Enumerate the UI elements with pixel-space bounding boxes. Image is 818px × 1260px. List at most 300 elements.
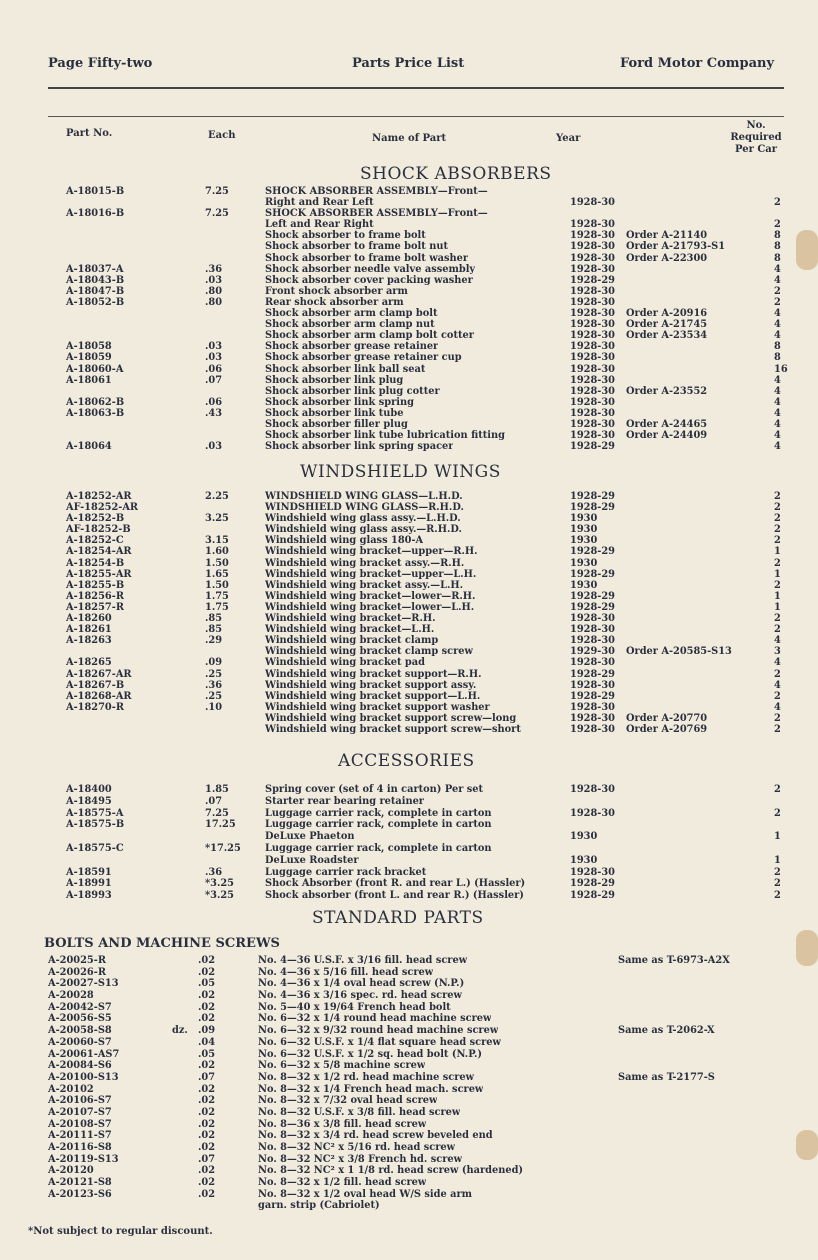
- part-name: Windshield wing bracket—upper—L.H.: [265, 568, 477, 580]
- year: 1928-30: [570, 330, 615, 342]
- part-number: A-18061: [66, 374, 112, 386]
- part-number: AF-18252-B: [66, 524, 131, 536]
- quantity-per-car: 2: [774, 579, 781, 591]
- shock-absorber-rows: [0, 186, 818, 452]
- part-name: WINDSHIELD WING GLASS—R.H.D.: [265, 502, 464, 514]
- price: .02: [198, 1106, 216, 1118]
- part-name: Luggage carrier rack, complete in carton: [265, 807, 492, 819]
- table-row: [0, 967, 818, 979]
- table-row: [0, 591, 818, 602]
- part-number: A-20042-S7: [48, 1001, 112, 1013]
- price: 7.25: [205, 186, 229, 197]
- table-row: [0, 646, 818, 657]
- price: .02: [198, 1095, 216, 1107]
- part-name: Shock absorber to frame bolt nut: [265, 241, 448, 253]
- price: 7.25: [205, 208, 229, 220]
- table-row: [0, 558, 818, 569]
- part-number: A-18047-B: [66, 285, 125, 297]
- table-row: [0, 855, 818, 867]
- part-number: A-18591: [66, 866, 112, 878]
- table-row: [0, 219, 818, 230]
- year: 1928-30: [570, 319, 615, 331]
- price: 1.65: [205, 568, 229, 580]
- part-name: Rear shock absorber arm: [265, 296, 404, 308]
- quantity-per-car: 2: [774, 285, 781, 297]
- document-title: Parts Price List: [352, 56, 465, 71]
- part-number: A-20084-S6: [48, 1060, 112, 1072]
- year: 1928-29: [570, 441, 615, 453]
- part-name: No. 6—32 x 9/32 round head machine screw: [258, 1025, 499, 1037]
- order-reference: Order A-23552: [626, 385, 708, 397]
- table-row: [0, 569, 818, 580]
- part-number: A-20100-S13: [48, 1071, 119, 1083]
- table-row: [0, 408, 818, 419]
- windshield-wing-rows: [0, 491, 818, 735]
- quantity-per-car: 16: [774, 363, 788, 375]
- quantity-per-car: 8: [774, 252, 781, 264]
- part-name: No. 8—32 x 1/2 oval head W/S side arm: [258, 1188, 473, 1200]
- table-row: [0, 419, 818, 430]
- table-row: [0, 1037, 818, 1049]
- year: 1928-29: [570, 890, 615, 902]
- price: .07: [205, 374, 223, 386]
- part-number: A-20116-S8: [48, 1142, 112, 1153]
- part-name: DeLuxe Phaeton: [265, 831, 355, 843]
- quantity-per-car: 2: [774, 668, 781, 680]
- price: .09: [205, 657, 223, 669]
- part-number: A-18059: [66, 352, 112, 364]
- part-name: No. 8—36 x 3/8 fill. head screw: [258, 1118, 427, 1130]
- col-required: No. Required Per Car: [730, 120, 782, 155]
- part-name: Shock absorber link spring: [265, 396, 414, 408]
- part-name: No. 8—32 U.S.F. x 3/8 fill. head screw: [258, 1106, 461, 1118]
- table-row: [0, 441, 818, 452]
- quantity-per-car: 4: [774, 274, 781, 286]
- part-number: A-20121-S8: [48, 1177, 112, 1189]
- quantity-per-car: 2: [774, 784, 781, 795]
- part-number: A-18252-C: [66, 535, 124, 547]
- year: 1930: [570, 513, 598, 525]
- price: .43: [205, 407, 223, 419]
- price: .02: [198, 966, 216, 978]
- table-row: [0, 1013, 818, 1025]
- price: .03: [205, 352, 223, 364]
- part-number: AF-18252-AR: [66, 502, 139, 514]
- part-name: Shock absorber grease retainer cup: [265, 352, 462, 364]
- quantity-per-car: 2: [774, 613, 781, 625]
- table-row: [0, 691, 818, 702]
- table-row: [0, 702, 818, 713]
- year: 1928-29: [570, 568, 615, 580]
- part-name: Windshield wing glass assy.—R.H.D.: [265, 524, 462, 536]
- year: 1928-29: [570, 668, 615, 680]
- table-row: [0, 297, 818, 308]
- part-number: A-18256-R: [66, 590, 124, 602]
- page-number: Page Fifty-two: [48, 56, 153, 71]
- table-row: [0, 635, 818, 646]
- price: *3.25: [205, 890, 234, 902]
- table-row: [0, 502, 818, 513]
- year: 1928-30: [570, 363, 615, 375]
- part-number: A-18255-B: [66, 579, 125, 591]
- year: 1930: [570, 831, 598, 843]
- table-row: [0, 1002, 818, 1014]
- part-name: Windshield wing bracket support assy.: [265, 679, 477, 691]
- table-row: [0, 680, 818, 691]
- accessories-rows: [0, 784, 818, 902]
- part-number: A-20056-S5: [48, 1013, 112, 1025]
- part-name: Shock absorber grease retainer: [265, 341, 439, 353]
- year: 1928-30: [570, 657, 615, 669]
- table-row: [0, 1177, 818, 1189]
- year: 1928-30: [570, 613, 615, 625]
- price: 3.15: [205, 535, 229, 547]
- table-row: [0, 1165, 818, 1177]
- part-name: No. 6—32 x 5/8 machine screw: [258, 1060, 426, 1072]
- table-row: [0, 319, 818, 330]
- table-row: [0, 819, 818, 831]
- table-row: [0, 1142, 818, 1154]
- year: 1928-30: [570, 308, 615, 320]
- part-number: A-18261: [66, 624, 112, 636]
- table-row: [0, 253, 818, 264]
- part-name: Right and Rear Left: [265, 197, 374, 209]
- year: 1930: [570, 557, 598, 569]
- quantity-per-car: 2: [774, 296, 781, 308]
- part-name: SHOCK ABSORBER ASSEMBLY—Front—: [265, 186, 488, 197]
- table-row: [0, 546, 818, 557]
- part-name: Windshield wing bracket—L.H.: [265, 624, 435, 636]
- part-name: Windshield wing bracket support screw—short: [265, 723, 521, 735]
- price: .02: [198, 1142, 216, 1153]
- col-name: Name of Part: [372, 133, 447, 144]
- part-number: A-18058: [66, 341, 112, 353]
- price: .02: [198, 1165, 216, 1177]
- year: 1928-29: [570, 590, 615, 602]
- part-number: A-18252-AR: [66, 491, 132, 502]
- price: .03: [205, 274, 223, 286]
- quantity-per-car: 2: [774, 535, 781, 547]
- part-name: Shock absorber link spring spacer: [265, 441, 454, 453]
- quantity-per-car: 4: [774, 430, 781, 442]
- year: 1928-29: [570, 601, 615, 613]
- table-row: [0, 1060, 818, 1072]
- part-name: No. 6—32 U.S.F. x 1/4 flat square head screw: [258, 1036, 501, 1048]
- year: 1928-30: [570, 635, 615, 647]
- year: 1928-30: [570, 712, 615, 724]
- part-number: A-20107-S7: [48, 1106, 112, 1118]
- year: 1930: [570, 535, 598, 547]
- table-row: [0, 613, 818, 624]
- part-number: A-18265: [66, 657, 112, 669]
- price: 1.85: [205, 784, 229, 795]
- price: .02: [198, 1013, 216, 1025]
- price: .05: [198, 1048, 216, 1060]
- part-name: No. 8—32 x 1/2 rd. head machine screw: [258, 1071, 475, 1083]
- table-row: [0, 341, 818, 352]
- year: 1928-30: [570, 418, 615, 430]
- part-name: Windshield wing bracket—lower—R.H.: [265, 590, 476, 602]
- table-row: [0, 878, 818, 890]
- year: 1928-30: [570, 866, 615, 878]
- year: 1928-30: [570, 624, 615, 636]
- part-name: Shock absorber filler plug: [265, 418, 408, 430]
- table-row: [0, 831, 818, 843]
- price: .05: [198, 978, 216, 990]
- part-number: A-18064: [66, 441, 112, 453]
- table-row: [0, 1200, 818, 1212]
- year: 1928-30: [570, 296, 615, 308]
- table-row: [0, 1119, 818, 1131]
- part-name: No. 6—32 U.S.F. x 1/2 sq. head bolt (N.P.): [258, 1048, 483, 1060]
- part-name: Luggage carrier rack bracket: [265, 866, 427, 878]
- part-number: A-18015-B: [66, 186, 125, 197]
- table-row: [0, 955, 818, 967]
- part-name: No. 8—32 NC² x 1 1/8 rd. head screw (hardened): [258, 1165, 524, 1177]
- year: 1930: [570, 524, 598, 536]
- price: 17.25: [205, 819, 236, 831]
- col-each: Each: [208, 130, 236, 141]
- part-number: A-18052-B: [66, 296, 125, 308]
- year: 1929-30: [570, 646, 615, 658]
- price: 3.25: [205, 513, 229, 525]
- price: *17.25: [205, 842, 241, 854]
- quantity-per-car: 1: [774, 546, 781, 558]
- part-number: A-20120: [48, 1165, 94, 1177]
- price: .07: [198, 1071, 216, 1083]
- year: 1928-30: [570, 285, 615, 297]
- part-number: A-20061-AS7: [48, 1048, 120, 1060]
- price: .07: [198, 1153, 216, 1165]
- header-rule: [48, 87, 784, 89]
- table-row: [0, 1107, 818, 1119]
- price: .85: [205, 613, 223, 625]
- price: 2.25: [205, 491, 229, 502]
- quantity-per-car: 4: [774, 679, 781, 691]
- part-name: No. 4—36 x 5/16 fill. head screw: [258, 966, 434, 978]
- part-number: A-20027-S13: [48, 978, 119, 990]
- table-row: [0, 990, 818, 1002]
- part-number: A-20123-S6: [48, 1188, 112, 1200]
- quantity-per-car: 4: [774, 657, 781, 669]
- quantity-per-car: 1: [774, 831, 781, 843]
- part-name: Windshield wing bracket support—L.H.: [265, 690, 481, 702]
- table-row: [0, 1130, 818, 1142]
- table-row: [0, 843, 818, 855]
- year: 1928-30: [570, 807, 615, 819]
- part-number: A-18267-B: [66, 679, 125, 691]
- table-row: [0, 784, 818, 796]
- part-name: No. 8—32 x 3/4 rd. head screw beveled end: [258, 1130, 493, 1142]
- part-name: garn. strip (Cabriolet): [258, 1200, 380, 1212]
- part-number: A-18062-B: [66, 396, 125, 408]
- quantity-per-car: 1: [774, 854, 781, 866]
- table-row: [0, 657, 818, 668]
- quantity-per-car: 8: [774, 230, 781, 242]
- part-name: No. 4—36 x 3/16 spec. rd. head screw: [258, 990, 462, 1002]
- same-as-reference: Same as T-2177-S: [618, 1071, 715, 1083]
- part-number: A-18495: [66, 795, 112, 807]
- part-name: No. 8—32 x 1/4 French head mach. screw: [258, 1083, 484, 1095]
- price: 1.75: [205, 590, 229, 602]
- bolts-screws-rows: [0, 955, 818, 1212]
- table-row: [0, 724, 818, 735]
- part-number: A-20026-R: [48, 966, 106, 978]
- part-name: Windshield wing bracket pad: [265, 657, 425, 669]
- price: .02: [198, 1001, 216, 1013]
- quantity-per-car: 2: [774, 197, 781, 209]
- part-name: Windshield wing bracket—R.H.: [265, 613, 436, 625]
- order-reference: Order A-24465: [626, 418, 708, 430]
- part-number: A-20106-S7: [48, 1095, 112, 1107]
- part-name: Windshield wing bracket—lower—L.H.: [265, 601, 475, 613]
- price: .03: [205, 441, 223, 453]
- price: .06: [205, 396, 223, 408]
- part-name: Shock absorber link plug cotter: [265, 385, 440, 397]
- part-name: Shock absorber to frame bolt washer: [265, 252, 469, 264]
- part-number: A-18060-A: [66, 363, 124, 375]
- year: 1928-30: [570, 784, 615, 795]
- quantity-per-car: 2: [774, 502, 781, 514]
- year: 1930: [570, 579, 598, 591]
- price: .80: [205, 296, 223, 308]
- part-number: A-18063-B: [66, 407, 125, 419]
- part-number: A-20102: [48, 1083, 94, 1095]
- col-part-no: Part No.: [66, 128, 113, 139]
- part-name: No. 8—32 x 1/2 fill. head screw: [258, 1177, 427, 1189]
- table-row: [0, 1049, 818, 1061]
- table-row: [0, 669, 818, 680]
- section-shock-absorbers: SHOCK ABSORBERS: [360, 164, 552, 184]
- price: .03: [205, 341, 223, 353]
- price: .06: [205, 363, 223, 375]
- quantity-per-car: 4: [774, 396, 781, 408]
- table-row: [0, 1084, 818, 1096]
- part-number: A-18270-R: [66, 701, 124, 713]
- part-number: A-20108-S7: [48, 1118, 112, 1130]
- quantity-per-car: 2: [774, 723, 781, 735]
- table-row: [0, 241, 818, 252]
- table-row: [0, 1072, 818, 1084]
- price: .07: [205, 795, 223, 807]
- part-name: Shock absorber link plug: [265, 374, 404, 386]
- price: .36: [205, 866, 223, 878]
- year: 1928-30: [570, 341, 615, 353]
- order-reference: Order A-20770: [626, 712, 708, 724]
- part-name: Starter rear bearing retainer: [265, 795, 424, 807]
- part-number: A-18575-A: [66, 807, 124, 819]
- part-name: Windshield wing bracket support—R.H.: [265, 668, 482, 680]
- table-row: [0, 386, 818, 397]
- price: .04: [198, 1036, 216, 1048]
- year: 1928-30: [570, 430, 615, 442]
- quantity-per-car: 4: [774, 374, 781, 386]
- year: 1928-30: [570, 701, 615, 713]
- quantity-per-car: 4: [774, 385, 781, 397]
- price: *3.25: [205, 878, 234, 890]
- order-reference: Order A-20916: [626, 308, 708, 320]
- subsection-bolts: BOLTS AND MACHINE SCREWS: [44, 936, 280, 951]
- table-row: [0, 713, 818, 724]
- part-number: A-18268-AR: [66, 690, 132, 702]
- quantity-per-car: 3: [774, 646, 781, 658]
- order-reference: Order A-22300: [626, 252, 708, 264]
- quantity-per-car: 2: [774, 491, 781, 502]
- table-row: [0, 535, 818, 546]
- order-reference: Order A-24409: [626, 430, 708, 442]
- table-row: [0, 208, 818, 219]
- part-name: Shock Absorber (front R. and rear L.) (Hassler): [265, 878, 526, 890]
- part-number: A-18267-AR: [66, 668, 132, 680]
- year: 1928-30: [570, 723, 615, 735]
- year: 1928-30: [570, 263, 615, 275]
- part-number: A-18254-AR: [66, 546, 132, 558]
- year: 1928-30: [570, 385, 615, 397]
- table-row: [0, 867, 818, 879]
- part-number: A-20060-S7: [48, 1036, 112, 1048]
- part-name: Luggage carrier rack, complete in carton: [265, 819, 492, 831]
- part-name: Windshield wing bracket—upper—R.H.: [265, 546, 478, 558]
- part-name: WINDSHIELD WING GLASS—L.H.D.: [265, 491, 463, 502]
- year: 1928-30: [570, 197, 615, 209]
- quantity-per-car: 8: [774, 241, 781, 253]
- price: .02: [198, 955, 216, 966]
- quantity-per-car: 2: [774, 690, 781, 702]
- order-reference: Order A-21140: [626, 230, 708, 242]
- part-number: A-20025-R: [48, 955, 106, 966]
- order-reference: Order A-21745: [626, 319, 708, 331]
- price: .36: [205, 263, 223, 275]
- part-name: Windshield wing bracket assy.—R.H.: [265, 557, 465, 569]
- part-name: Windshield wing glass 180-A: [265, 535, 424, 547]
- quantity-per-car: 1: [774, 601, 781, 613]
- quantity-per-car: 4: [774, 418, 781, 430]
- table-row: [0, 524, 818, 535]
- year: 1928-30: [570, 374, 615, 386]
- price: .02: [198, 1083, 216, 1095]
- price-unit: dz.: [172, 1025, 188, 1037]
- part-name: Shock absorber arm clamp bolt: [265, 308, 438, 320]
- price: .02: [198, 990, 216, 1002]
- price: .10: [205, 701, 223, 713]
- table-row: [0, 364, 818, 375]
- year: 1928-30: [570, 407, 615, 419]
- quantity-per-car: 2: [774, 890, 781, 902]
- table-row: [0, 796, 818, 808]
- table-row: [0, 491, 818, 502]
- part-name: Windshield wing bracket clamp screw: [265, 646, 473, 658]
- year: 1928-29: [570, 690, 615, 702]
- part-number: A-20028: [48, 990, 94, 1002]
- quantity-per-car: 4: [774, 319, 781, 331]
- year: 1928-30: [570, 252, 615, 264]
- section-standard-parts: STANDARD PARTS: [312, 908, 484, 928]
- quantity-per-car: 2: [774, 219, 781, 231]
- price: 1.50: [205, 579, 229, 591]
- table-row: [0, 1095, 818, 1107]
- part-name: Shock absorber link tube: [265, 407, 404, 419]
- part-number: A-18400: [66, 784, 112, 795]
- part-name: Shock absorber to frame bolt: [265, 230, 426, 242]
- discount-footnote: *Not subject to regular discount.: [28, 1226, 213, 1237]
- year: 1928-29: [570, 491, 615, 502]
- part-name: Shock absorber link tube lubrication fitting: [265, 430, 505, 442]
- part-name: Windshield wing bracket clamp: [265, 635, 439, 647]
- year: 1928-30: [570, 230, 615, 242]
- price: .80: [205, 285, 223, 297]
- same-as-reference: Same as T-2062-X: [618, 1025, 715, 1037]
- quantity-per-car: 4: [774, 701, 781, 713]
